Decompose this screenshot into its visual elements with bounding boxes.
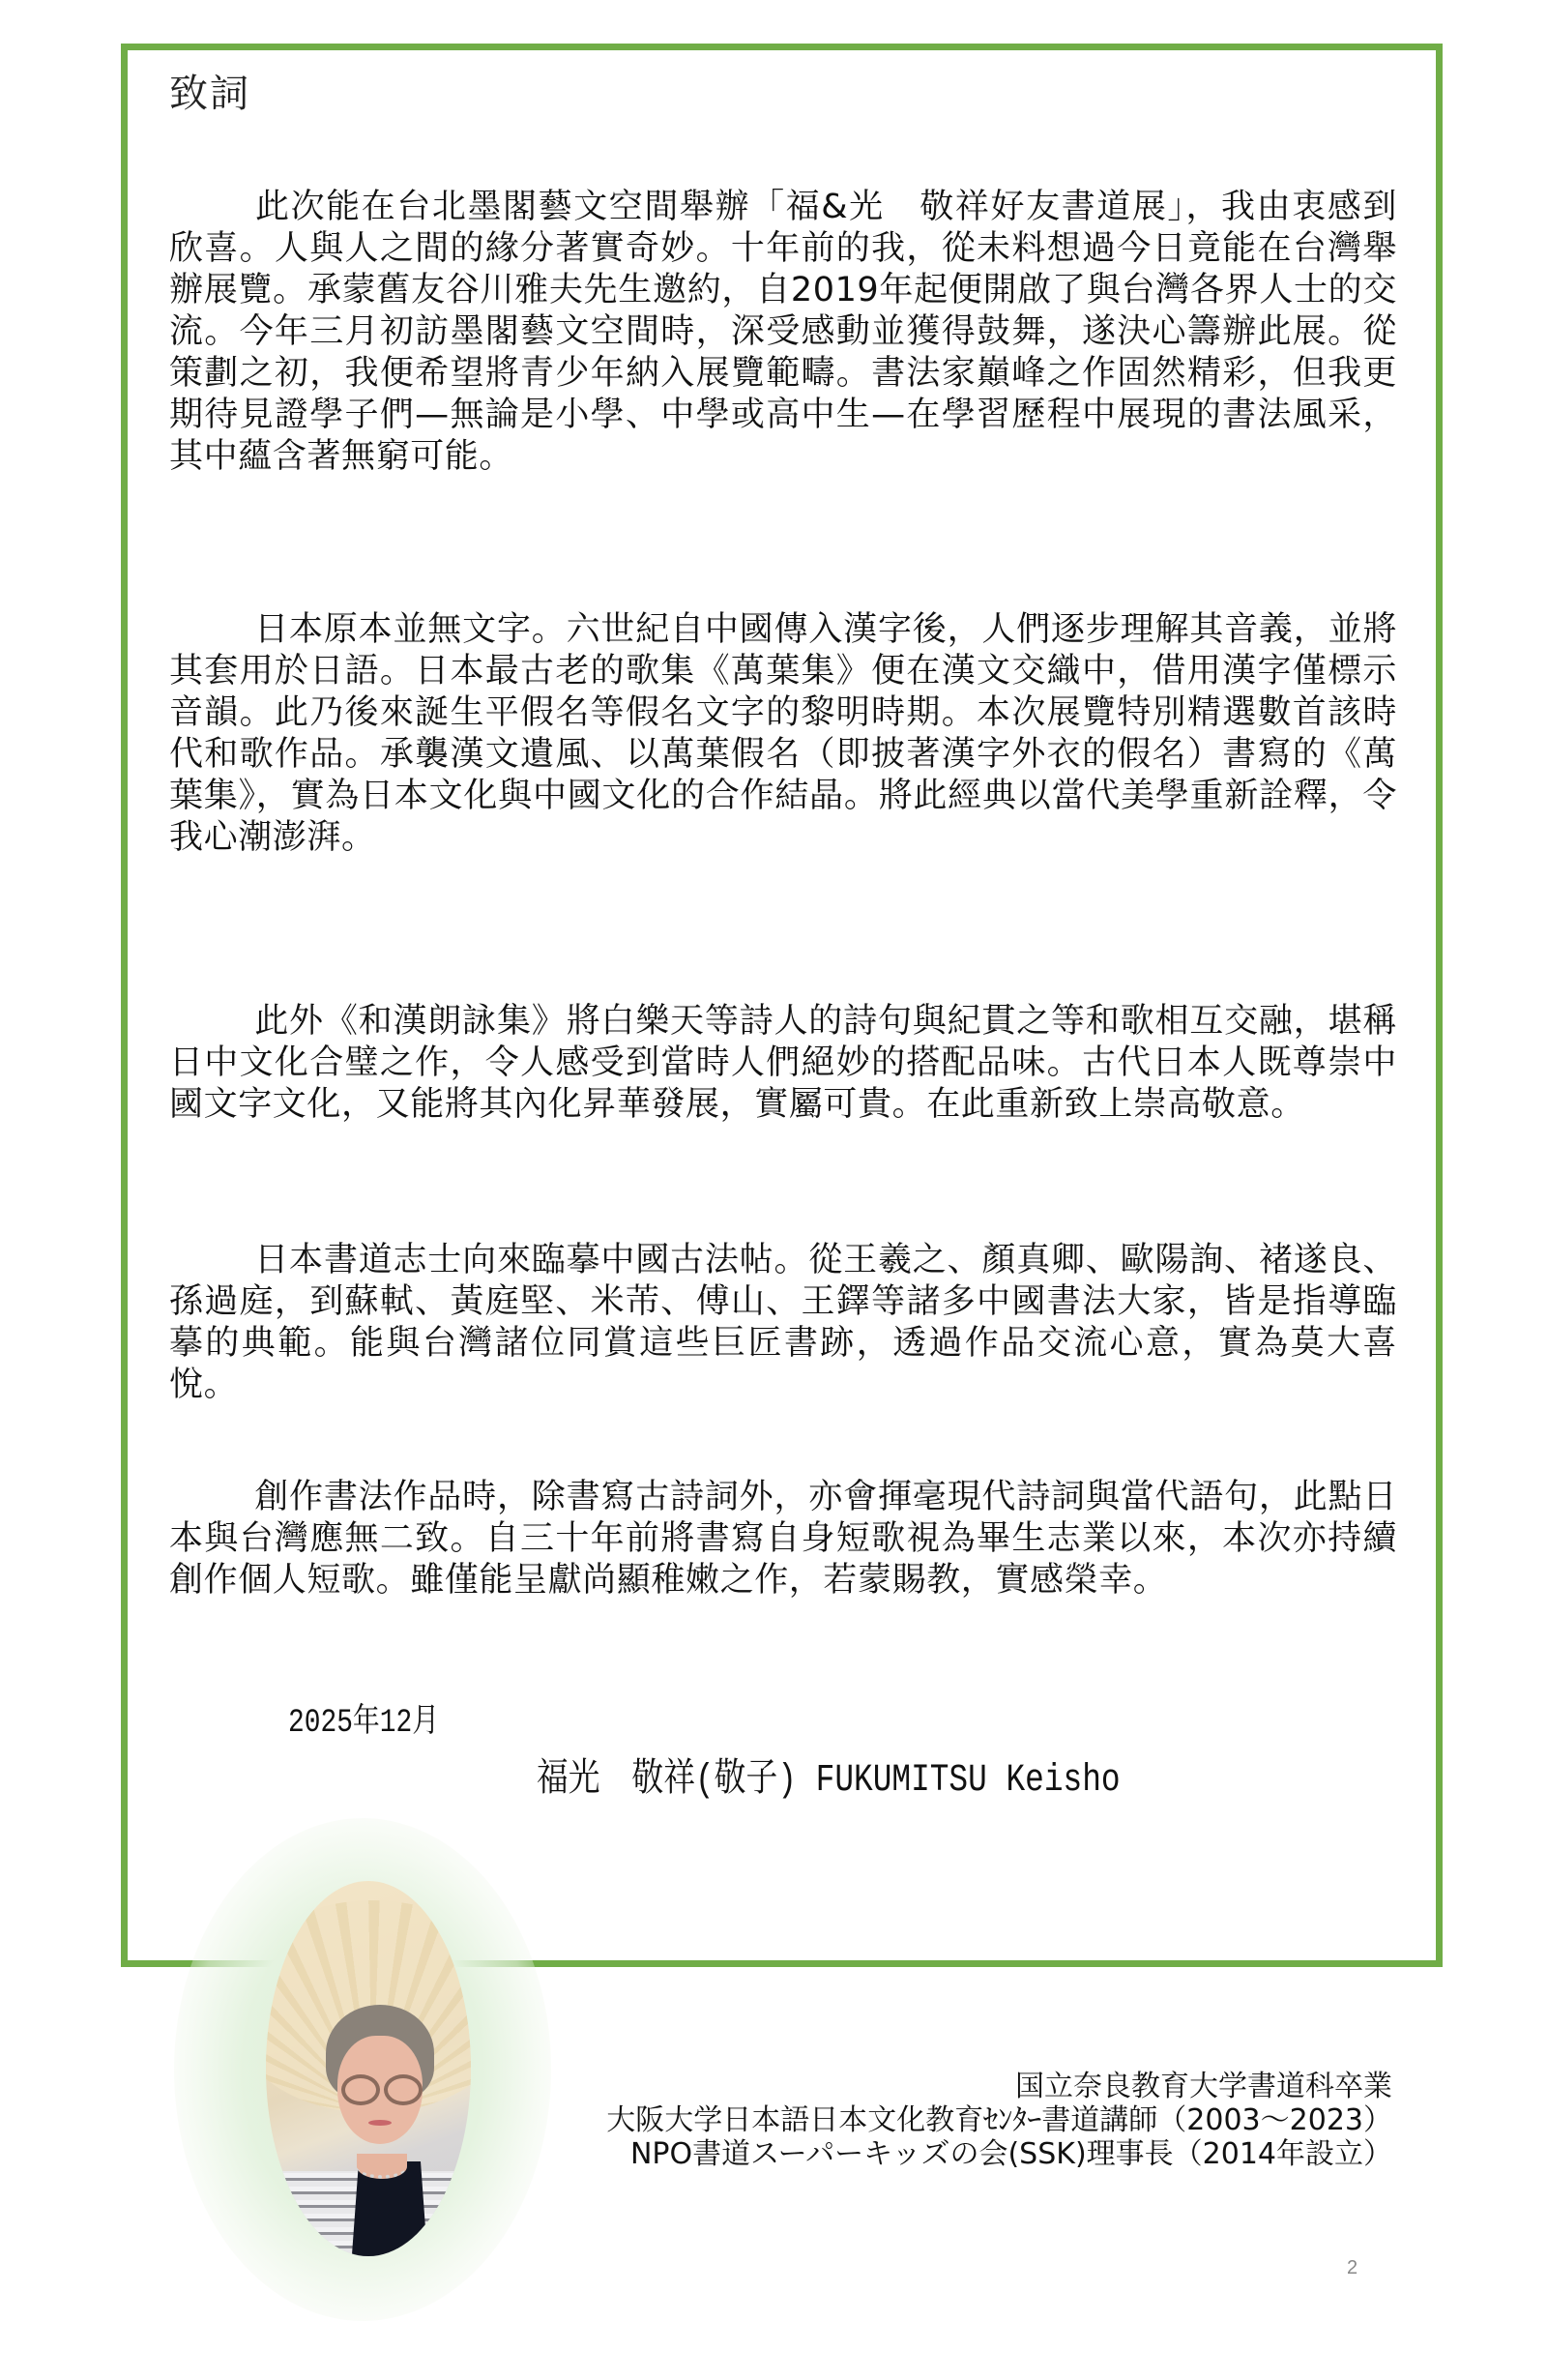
paragraph-1 [169, 187, 1397, 478]
portrait-photo [266, 1881, 471, 2256]
paragraph-4 [169, 1240, 1397, 1406]
signature: 福光 敬祥(敬子) FUKUMITSU Keisho [537, 1759, 1121, 1803]
neck-pearls [357, 2154, 407, 2179]
author-bio [606, 2070, 1392, 2171]
letter-date: 2025年12月 [288, 1705, 440, 1742]
paragraph-text: 此外《和漢朗詠集》將白樂天等詩人的詩句與紀貫之等和歌相互交融，堪稱日中文化合璧之作，令人感受到當時人們絕妙的搭配品味。古代日本人既尊崇中國文字文化，又能將其內化昇華發展，實屬可貴。在此重新致上崇高敬意。 [169, 1002, 1397, 1124]
bio-line: 大阪大学日本語日本文化教育ｾﾝﾀｰ書道講師（2003～2023） [606, 2103, 1392, 2137]
bio-line: 国立奈良教育大学書道科卒業 [1015, 2070, 1392, 2103]
paragraph-5 [169, 1477, 1397, 1601]
paragraph-3 [169, 1001, 1397, 1126]
page-number: 2 [1347, 2257, 1358, 2278]
paragraph-text: 此次能在台北墨閣藝文空間舉辦「福&光 敬祥好友書道展」，我由衷感到欣喜。人與人之間的緣分著實奇妙。十年前的我，從未料想過今日竟能在台灣舉辦展覽。承蒙舊友谷川雅夫先生邀約，自2019年起便開啟了與台灣各界人士的交流。今年三月初訪墨閣藝文空間時，深受感動並獲得鼓舞，遂決心籌辦此展。從策劃之初，我便希望將青少年納入展覽範疇。書法家巔峰之作固然精彩，但我更期待見證學子們—無論是小學、中學或高中生—在學習歷程中展現的書法風采，其中蘊含著無窮可能。 [169, 188, 1397, 476]
bio-line: NPO書道スーパーキッズの会(SSK)理事長（2014年設立） [629, 2137, 1392, 2171]
lips [368, 2120, 392, 2126]
paragraph-2 [169, 609, 1397, 859]
paragraph-text: 日本原本並無文字。六世紀自中國傳入漢字後，人們逐步理解其音義，並將其套用於日語。日本最古老的歌集《萬葉集》便在漢文交織中，借用漢字僅標示音韻。此乃後來誕生平假名等假名文字的黎明時期。本次展覽特別精選數首該時代和歌作品。承襲漢文遺風、以萬葉假名（即披著漢字外衣的假名）書寫的《萬葉集》，實為日本文化與中國文化的合作結晶。將此經典以當代美學重新詮釋，令我心潮澎湃。 [169, 610, 1397, 857]
paragraph-text: 創作書法作品時，除書寫古詩詞外，亦會揮毫現代詩詞與當代語句，此點日本與台灣應無二致。自三十年前將書寫自身短歌視為畢生志業以來，本次亦持續創作個人短歌。雖僅能呈獻尚顯稚嫩之作，若蒙賜教，實感榮幸。 [169, 1478, 1397, 1600]
glasses-icon [384, 2074, 423, 2105]
page-title: 致詞 [169, 72, 250, 116]
paragraph-text: 日本書道志士向來臨摹中國古法帖。從王羲之、顏真卿、歐陽詢、褚遂良、孫過庭，到蘇軾、黃庭堅、米芾、傅山、王鐸等諸多中國書法大家，皆是指導臨摹的典範。能與台灣諸位同賞這些巨匠書跡，透過作品交流心意，實為莫大喜悅。 [169, 1241, 1397, 1404]
glasses-icon [341, 2074, 380, 2105]
